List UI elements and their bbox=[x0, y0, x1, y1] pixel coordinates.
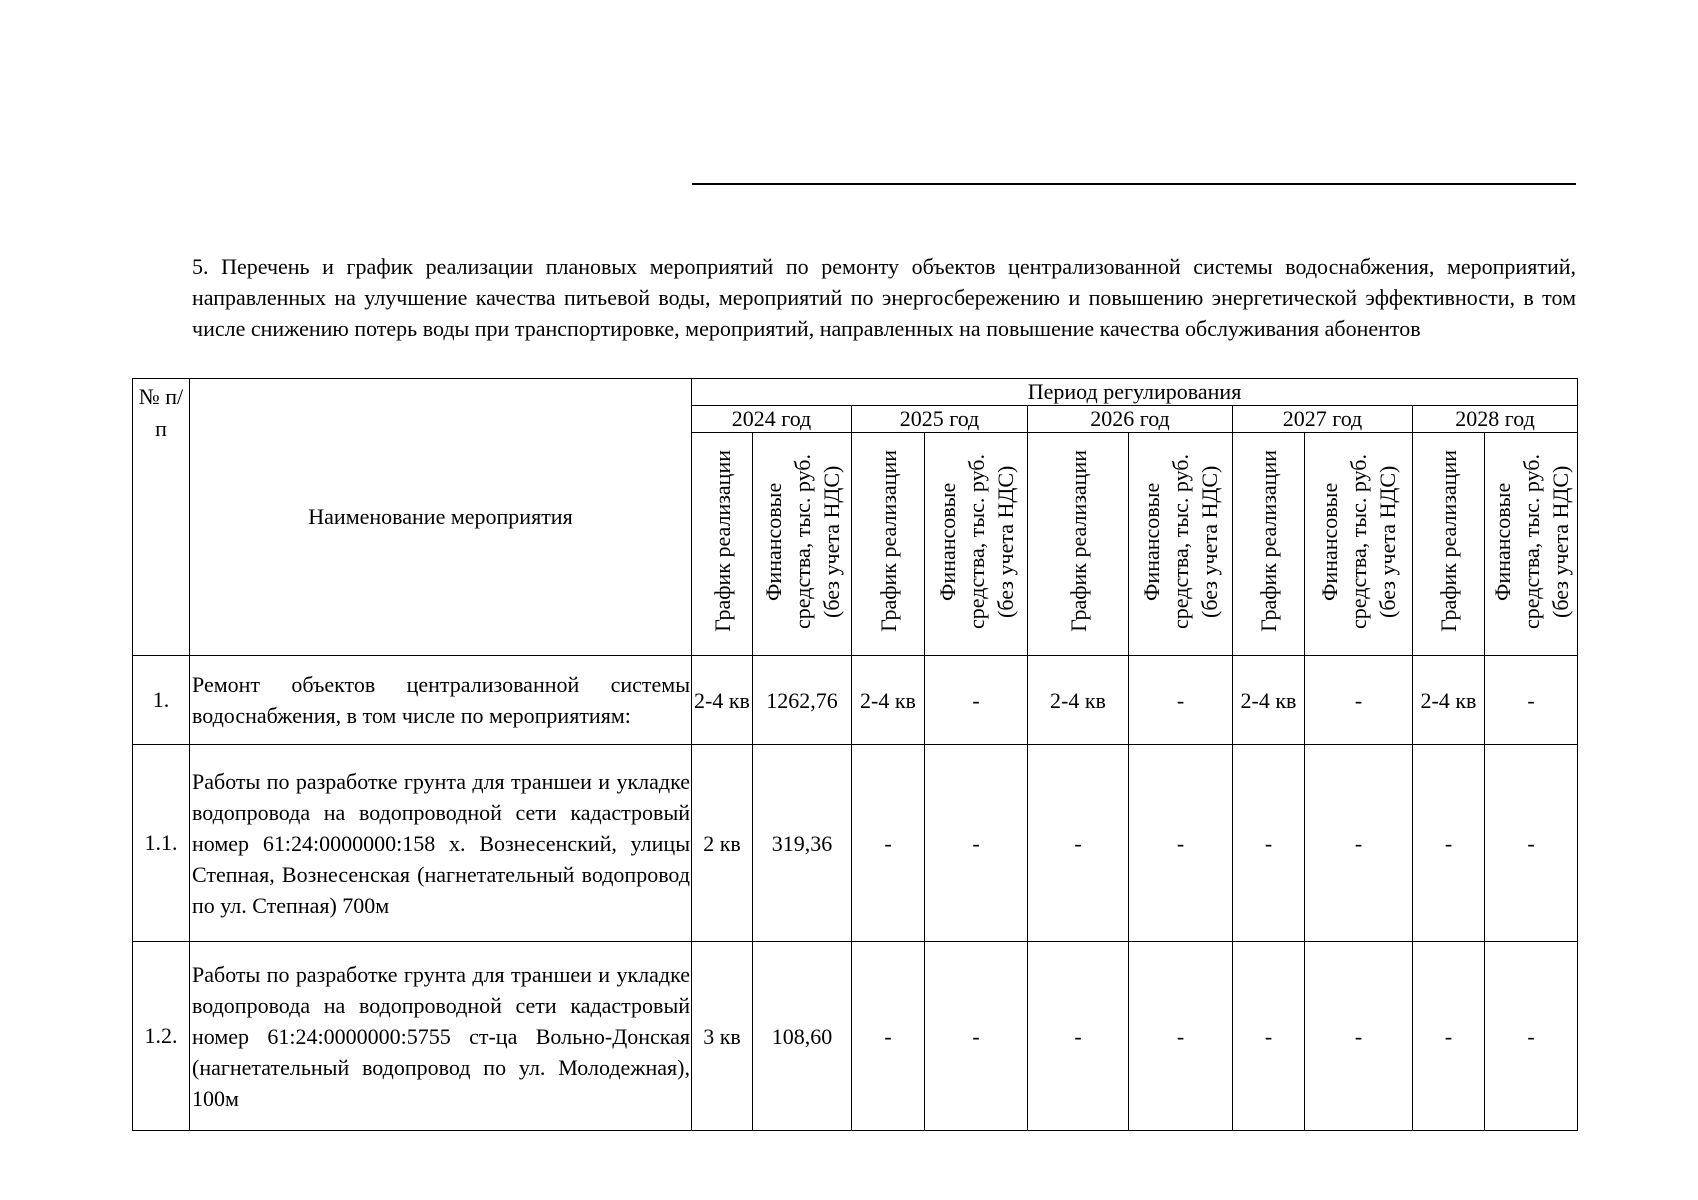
cell-finance-2026: - bbox=[1129, 656, 1233, 745]
row-num: 1. bbox=[133, 656, 190, 745]
finance-label-line2: средства, тыс. руб. bbox=[1518, 453, 1544, 629]
cell-finance-2025: - bbox=[925, 942, 1028, 1131]
row-num: 1.2. bbox=[133, 942, 190, 1131]
header-finance-2025 bbox=[925, 433, 1028, 656]
cell-schedule-2025: - bbox=[852, 942, 925, 1131]
header-finance-2028 bbox=[1485, 433, 1578, 656]
section-heading: 5. Перечень и график реализации плановых мероприятий по ремонту объектов централизованной системы водоснабжения, мероприятий, направленных на улучшение качества питьевой воды, мероприятий по энергосбережению и повышению энергетической эффективности, в том числе снижению потерь воды при транспортировке, мероприятий, направленных на повышение качества обслуживания абонентов bbox=[192, 254, 1576, 341]
cell-finance-2025: - bbox=[925, 745, 1028, 942]
cell-schedule-2026: - bbox=[1028, 745, 1129, 942]
finance-label-line3: (без учета НДС) bbox=[818, 464, 844, 618]
cell-schedule-2024: 2-4 кв bbox=[692, 656, 753, 745]
finance-label-line1: Финансовые bbox=[1317, 481, 1342, 601]
cell-schedule-2024: 3 кв bbox=[692, 942, 753, 1131]
cell-schedule-2026: - bbox=[1028, 942, 1129, 1131]
finance-label-line2: средства, тыс. руб. bbox=[789, 453, 815, 629]
header-finance-2027 bbox=[1305, 433, 1413, 656]
finance-label-line1: Финансовые bbox=[760, 481, 786, 601]
cell-schedule-2025: - bbox=[852, 745, 925, 942]
header-finance-2026 bbox=[1129, 433, 1233, 656]
header-row-period bbox=[133, 379, 1578, 406]
finance-label-line2: средства, тыс. руб. bbox=[1168, 453, 1193, 629]
header-year-2028: 2028 год bbox=[1413, 406, 1578, 433]
row-name: Работы по разработке грунта для траншеи и укладке водопровода на водопроводной сети кадастровый номер 61:24:0000000:158 х. Вознесенский, улицы Степная, Вознесенская (нагнетательный водопровод по ул. Степная) 700м bbox=[190, 745, 692, 942]
header-name: Наименование мероприятия bbox=[190, 379, 692, 656]
cell-schedule-2027: - bbox=[1233, 745, 1305, 942]
cell-finance-2027: - bbox=[1305, 942, 1413, 1131]
top-rule bbox=[692, 183, 1576, 185]
activities-table bbox=[132, 378, 1578, 1131]
cell-schedule-2027: - bbox=[1233, 942, 1305, 1131]
cell-finance-2026: - bbox=[1129, 745, 1233, 942]
header-year-2026: 2026 год bbox=[1028, 406, 1233, 433]
header-schedule-2027 bbox=[1233, 433, 1305, 656]
cell-finance-2025: - bbox=[925, 656, 1028, 745]
cell-finance-2024: 1262,76 bbox=[753, 656, 852, 745]
cell-schedule-2028: - bbox=[1413, 942, 1485, 1131]
cell-schedule-2028: 2-4 кв bbox=[1413, 656, 1485, 745]
schedule-label: График реализации bbox=[875, 450, 901, 632]
header-year-2024: 2024 год bbox=[692, 406, 852, 433]
cell-schedule-2026: 2-4 кв bbox=[1028, 656, 1129, 745]
finance-label-line3: (без учета НДС) bbox=[1547, 464, 1573, 618]
cell-schedule-2027: 2-4 кв bbox=[1233, 656, 1305, 745]
finance-label-line1: Финансовые bbox=[1139, 481, 1164, 601]
row-name: Ремонт объектов централизованной системы водоснабжения, в том числе по мероприятиям: bbox=[190, 656, 692, 745]
schedule-label: График реализации bbox=[1065, 450, 1091, 632]
finance-label-line3: (без учета НДС) bbox=[1197, 464, 1222, 618]
header-schedule-2024 bbox=[692, 433, 753, 656]
cell-finance-2027: - bbox=[1305, 656, 1413, 745]
header-period: Период регулирования bbox=[692, 379, 1578, 406]
header-num-label: № п/п bbox=[138, 384, 184, 441]
header-year-2025: 2025 год bbox=[852, 406, 1028, 433]
finance-label-line2: средства, тыс. руб. bbox=[963, 453, 989, 629]
header-num bbox=[133, 379, 190, 656]
header-schedule-2026 bbox=[1028, 433, 1129, 656]
finance-label-line3: (без учета НДС) bbox=[1375, 464, 1400, 618]
schedule-label: График реализации bbox=[709, 450, 735, 632]
header-schedule-2025 bbox=[852, 433, 925, 656]
cell-finance-2024: 319,36 bbox=[753, 745, 852, 942]
cell-finance-2026: - bbox=[1129, 942, 1233, 1131]
table-row bbox=[133, 942, 1578, 1131]
cell-finance-2028: - bbox=[1485, 745, 1578, 942]
cell-schedule-2025: 2-4 кв bbox=[852, 656, 925, 745]
schedule-label: График реализации bbox=[1436, 450, 1461, 632]
cell-schedule-2028: - bbox=[1413, 745, 1485, 942]
header-finance-2024 bbox=[753, 433, 852, 656]
cell-finance-2028: - bbox=[1485, 942, 1578, 1131]
finance-label-line2: средства, тыс. руб. bbox=[1346, 453, 1371, 629]
finance-label-line3: (без учета НДС) bbox=[992, 464, 1018, 618]
cell-finance-2027: - bbox=[1305, 745, 1413, 942]
header-schedule-2028 bbox=[1413, 433, 1485, 656]
schedule-label: График реализации bbox=[1256, 450, 1281, 632]
cell-finance-2024: 108,60 bbox=[753, 942, 852, 1131]
finance-label-line1: Финансовые bbox=[1489, 481, 1515, 601]
table-row bbox=[133, 656, 1578, 745]
cell-schedule-2024: 2 кв bbox=[692, 745, 753, 942]
row-num: 1.1. bbox=[133, 745, 190, 942]
cell-finance-2028: - bbox=[1485, 656, 1578, 745]
header-year-2027: 2027 год bbox=[1233, 406, 1413, 433]
finance-label-line1: Финансовые bbox=[934, 481, 960, 601]
row-name: Работы по разработке грунта для траншеи и укладке водопровода на водопроводной сети кадастровый номер 61:24:0000000:5755 ст-ца Вольно-Донская (нагнетательный водопровод по ул. Молодежная), 100м bbox=[190, 942, 692, 1131]
table-row bbox=[133, 745, 1578, 942]
